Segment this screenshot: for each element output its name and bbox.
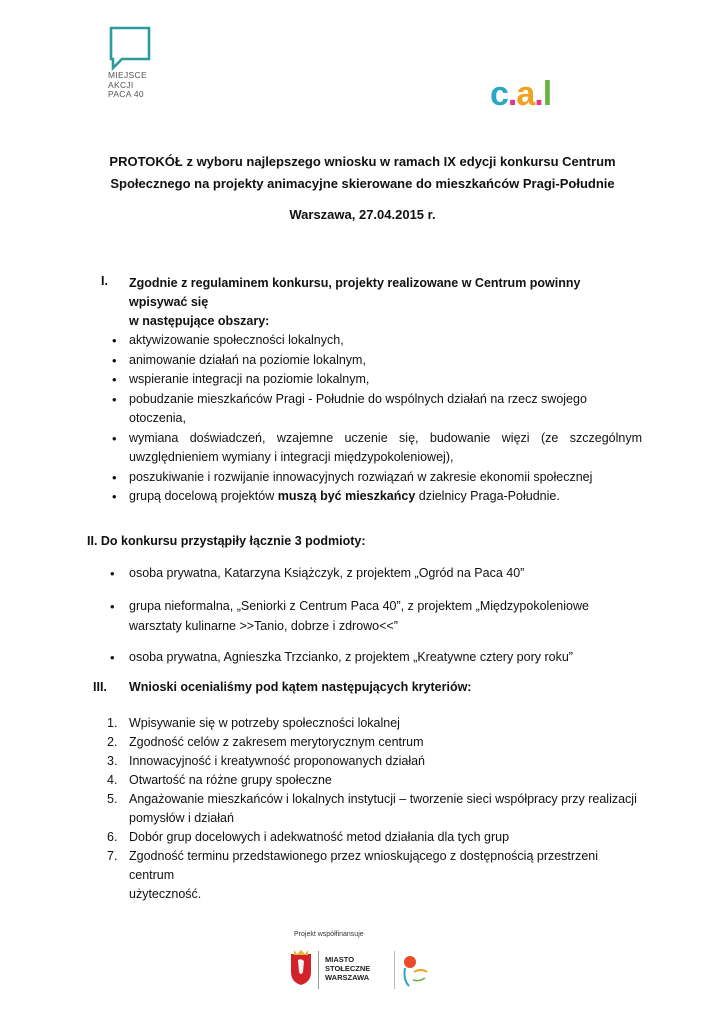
criteria-list [107, 714, 640, 904]
list-item: • animowanie działań na poziomie lokalnym, [112, 351, 642, 371]
list-item [110, 597, 640, 636]
criterion-number: 2. [107, 735, 118, 749]
logo-text-line-1: MIEJSCE [108, 70, 147, 80]
district-logo-icon [399, 952, 429, 988]
section-1-heading-line-1: Zgodnie z regulaminem konkursu, projekty realizowane w Centrum powinny wpisywać się [129, 276, 581, 309]
criterion-number: 1. [107, 716, 118, 730]
list-item [107, 828, 640, 847]
criterion-number: 4. [107, 773, 118, 787]
footer-divider-2 [394, 951, 395, 989]
sponsor-logos [285, 948, 445, 993]
list-item [107, 714, 640, 733]
criterion-text: Angażowanie mieszkańców i lokalnych instytucji – tworzenie sieci współpracy przy realizacji [129, 792, 637, 806]
title-line-1: PROTOKÓŁ z wyboru najlepszego wniosku w ramach IX edycji konkursu Centrum [109, 154, 616, 169]
list-item [107, 733, 640, 752]
section-2-heading: II. Do konkursu przystąpiły łącznie 3 podmioty: [87, 534, 366, 548]
city-line-2: STOŁECZNE [325, 964, 371, 973]
logo-text-line-2: AKCJI [108, 79, 134, 90]
title-line-2: Społecznego na projekty animacyjne skierowane do mieszkańców Pragi-Południe [110, 176, 615, 191]
criterion-text: Innowacyjność i kreatywność proponowanych działań [129, 754, 425, 768]
list-item [107, 771, 640, 790]
cofinance-label: Projekt współfinansuje [294, 931, 364, 938]
section-3-number: III. [93, 680, 107, 694]
section-1-number: I. [101, 274, 108, 288]
criterion-text-continued: pomysłów i działań [129, 811, 234, 825]
participant-2-line-1: • grupa nieformalna, „Seniorki z Centrum Paca 40”, z projektem „Międzypokoleniowe [129, 599, 589, 613]
criterion-text-continued: użyteczność. [129, 887, 202, 901]
criterion-number: 5. [107, 792, 118, 806]
criterion-number: 6. [107, 830, 118, 844]
document-title [60, 151, 665, 195]
list-item [110, 648, 640, 668]
city-line-3: WARSZAWA [325, 973, 370, 982]
cal-logo-dot-2: . [534, 75, 543, 113]
footer-divider [318, 951, 319, 989]
last-bullet-bold: muszą być mieszkańcy [277, 489, 416, 503]
criterion-text: Zgodność terminu przedstawionego przez wnioskującego z dostępnością przestrzeni centrum [129, 849, 599, 882]
city-name [325, 955, 370, 982]
list-item [107, 847, 640, 904]
participant-1-line-1: • osoba prywatna, Katarzyna Książczyk, z projektem „Ogród na Paca 40” [129, 566, 525, 580]
last-bullet-end: dzielnicy Praga-Południe. [415, 489, 560, 503]
list-item [107, 790, 640, 828]
cal-logo-l: l [542, 75, 552, 113]
logo-text-line-3: PACA 40 [108, 89, 144, 99]
list-item [112, 487, 642, 507]
participant-3-line-1: • osoba prywatna, Agnieszka Trzcianko, z projektem „Kreatywne cztery pory roku” [129, 650, 573, 664]
cal-logo-dot-1: . [507, 75, 517, 113]
list-item [107, 752, 640, 771]
section-1-bullet-list [112, 331, 642, 507]
criterion-text: Wpisywanie się w potrzeby społeczności lokalnej [129, 716, 400, 730]
criterion-text: Zgodność celów z zakresem merytorycznym centrum [129, 735, 424, 749]
section-2-bullet-list [110, 564, 640, 584]
cal-logo [490, 77, 551, 111]
list-item: • wspieranie integracji na poziomie lokalnym, [112, 370, 642, 390]
criterion-text: Otwartość na różne grupy społeczne [129, 773, 332, 787]
list-item: • wymiana doświadczeń, wzajemne uczenie się, budowanie więzi (ze szczególnym uwzględnieniem wymiany i integracji międzypokoleniowej), [112, 429, 642, 468]
warsaw-coat-of-arms-icon [289, 950, 313, 986]
list-item [110, 564, 640, 584]
list-item: • pobudzanie mieszkańców Pragi - Południe do wspólnych działań na rzecz swojego otoczenia, [112, 390, 642, 429]
participant-2-line-2: warsztaty kulinarne >>Tanio, dobrze i zdrowo<<” [129, 618, 398, 633]
section-2-bullet-list-3 [110, 648, 640, 668]
city-line-1: MIASTO [325, 955, 355, 964]
last-bullet-text: grupą docelową projektów [129, 489, 278, 503]
section-1-heading-line-2: w następujące obszary: [129, 314, 270, 328]
section-2-bullet-list-2 [110, 597, 640, 636]
cal-logo-c: c [490, 75, 508, 113]
section-1-heading [129, 274, 641, 331]
document-date: Warszawa, 27.04.2015 r. [289, 207, 436, 222]
miejsce-akcji-logo [108, 25, 158, 100]
cal-logo-a: a [516, 75, 535, 113]
speech-bubble-icon [108, 25, 152, 71]
criterion-text: Dobór grup docelowych i adekwatność metod działania dla tych grup [129, 830, 510, 844]
criterion-number: 7. [107, 849, 118, 863]
list-item: • poszukiwanie i rozwijanie innowacyjnych rozwiązań w zakresie ekonomii społecznej [112, 468, 642, 488]
section-3-heading: Wnioski ocenialiśmy pod kątem następujących kryteriów: [129, 680, 472, 694]
list-item: • aktywizowanie społeczności lokalnych, [112, 331, 642, 351]
criterion-number: 3. [107, 754, 118, 768]
